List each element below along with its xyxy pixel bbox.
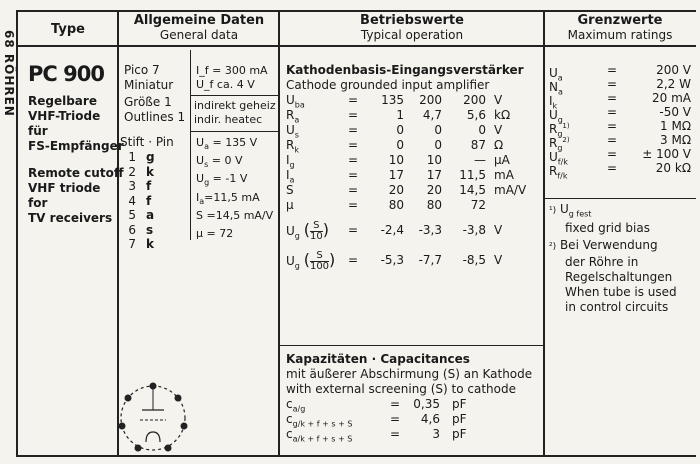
header-operation	[280, 13, 544, 43]
desc-en-line: for	[28, 196, 48, 210]
pin-row: 5 a	[128, 208, 155, 222]
note-2-line: Regelschaltungen	[565, 270, 673, 285]
desc-de-line: VHF-Triode	[28, 109, 101, 123]
header-limits-en: Maximum ratings	[567, 28, 673, 42]
header-limits-de: Grenzwerte	[577, 13, 663, 28]
desc-en-line: Remote cutoff	[28, 166, 124, 180]
header-limits	[545, 13, 695, 43]
base-line: Größe 1	[124, 95, 172, 109]
header-operation-de: Betriebswerte	[360, 13, 464, 28]
base-info	[124, 63, 185, 125]
note-1: ¹) $U_{g fest}$	[549, 202, 592, 219]
cap-line-de: mit äußerer Abschirmung (S) an Kathode	[286, 367, 533, 381]
pin-dot	[135, 445, 142, 452]
heater-data	[196, 64, 268, 92]
table-left-border	[16, 10, 18, 457]
pin-row: 3 f	[128, 179, 152, 193]
notes-divider	[543, 198, 696, 199]
pin-row: 7 k	[128, 237, 154, 251]
base-line: Outlines 1	[124, 110, 186, 124]
header-general	[119, 13, 279, 43]
heater-box-bottom	[190, 131, 278, 132]
char-row: S =14,5 mA/V	[196, 208, 274, 222]
operation-table: $U_{ba}$ = 135 200 200 V $R_a$ = 1 4,7 5,6 kΩ $U_s$ = 0 0 0 V $R_k$ = 0 0 87 Ω $I_g$ = 10 10 — µA $I_a$ = 17 17 11,5 mA S = 20 20 14,5 mA/V μ = 80 80 72 $U_g$ ( $\frac{S}{10}$ ) = -2,4 -3,3 -3,8 V $U_g$ ( $\frac{S}{100}$ ) = -5,3 -7,7 -8,5 V	[286, 93, 527, 272]
pin-dot	[150, 383, 157, 390]
desc-en-line: TV receivers	[28, 211, 113, 225]
note-2: ²) Bei Verwendung	[549, 238, 658, 253]
desc-de-line: für	[28, 124, 48, 138]
char-row: $U_a = 135$ V	[196, 136, 258, 152]
pin-dot	[181, 423, 188, 430]
base-line: Pico 7	[124, 63, 160, 77]
header-operation-en: Typical operation	[360, 28, 464, 42]
heater-type-en: indir. heatec	[194, 113, 263, 126]
char-row: $I_a=11,5$ mA	[196, 190, 260, 206]
heater-type-de: indirekt geheiz	[194, 99, 276, 112]
char-row: $U_g = -1$ V	[196, 172, 248, 188]
pin-row: 6 s	[128, 222, 154, 237]
capacitance-divider	[278, 345, 543, 346]
heater-type	[194, 99, 276, 127]
fraction: $\frac{S}{10}$	[309, 220, 323, 242]
desc-de-line: FS-Empfänger	[28, 139, 124, 153]
heater-voltage: U_f ca. 4 V	[196, 78, 255, 91]
desc-en-line: VHF triode	[28, 181, 101, 195]
note-2-line: in control circuits	[565, 300, 669, 315]
base-diagram	[112, 378, 194, 458]
limits-table: $U_a$ = 200 V $N_a$ = 2,2 W $I_k$ = 20 mA $U_g$ = -50 V $R_g^{1)}$ = 1 MΩ $R_g^{2)}$ = 3 MΩ $U_{f/k}$ = ± 100 V $R_{f/k}$ = 20 kΩ	[549, 63, 691, 181]
header-type: Type	[51, 22, 85, 37]
pin-dot	[125, 395, 132, 402]
pin-row: 4 f	[128, 193, 152, 208]
pin-row: 2 k	[128, 164, 154, 179]
pin-heading: Stift · Pin	[120, 135, 174, 149]
char-data	[196, 136, 278, 245]
char-row: μ = 72	[196, 226, 234, 240]
operation-title-de: Kathodenbasis-Eingangsverstärker	[286, 63, 524, 77]
pin-dot	[119, 423, 126, 430]
fraction: $\frac{S}{100}$	[309, 250, 330, 272]
pin-dot	[165, 445, 172, 452]
header-general-de: Allgemeine Daten	[133, 13, 265, 28]
col-divider-3	[543, 10, 545, 457]
limits-notes	[549, 202, 694, 315]
operation-title-en: Cathode grounded input amplifier	[286, 78, 490, 92]
base-line: Miniatur	[124, 78, 174, 92]
tube-desc-de	[28, 94, 124, 154]
tube-name: PC 900	[28, 62, 104, 86]
char-row: $U_s = 0$ V	[196, 154, 243, 170]
note-2-line: When tube is used	[565, 285, 677, 300]
note-2-line: der Röhre in	[565, 255, 639, 270]
heater-symbol	[146, 432, 160, 442]
heater-current: I_f = 300 mA	[196, 64, 268, 77]
heater-box-top	[190, 95, 278, 96]
pin-list	[120, 150, 155, 252]
page-side-label: 68 RÖHREN	[2, 30, 16, 117]
col-divider-2	[278, 10, 280, 457]
pin-dot	[175, 395, 182, 402]
cap-title: Kapazitäten · Capacitances	[286, 352, 470, 366]
note-1-en: fixed grid bias	[565, 221, 650, 236]
capacitance-heading	[286, 352, 532, 397]
capacitance-table: $c_{a/g}$ = 0,35 pF $c_{g/k + f + s + S}$ = 4,6 pF $c_{a/k + f + s + S}$ = 3 pF	[286, 397, 467, 444]
cap-line-en: with external screening (S) to cathode	[286, 382, 516, 396]
operation-title	[286, 63, 524, 93]
header-general-en: General data	[159, 28, 239, 42]
pin-row: 1 g	[128, 150, 155, 164]
desc-de-line: Regelbare	[28, 94, 97, 108]
general-inner-divider	[190, 50, 191, 240]
tube-desc-en	[28, 166, 124, 226]
